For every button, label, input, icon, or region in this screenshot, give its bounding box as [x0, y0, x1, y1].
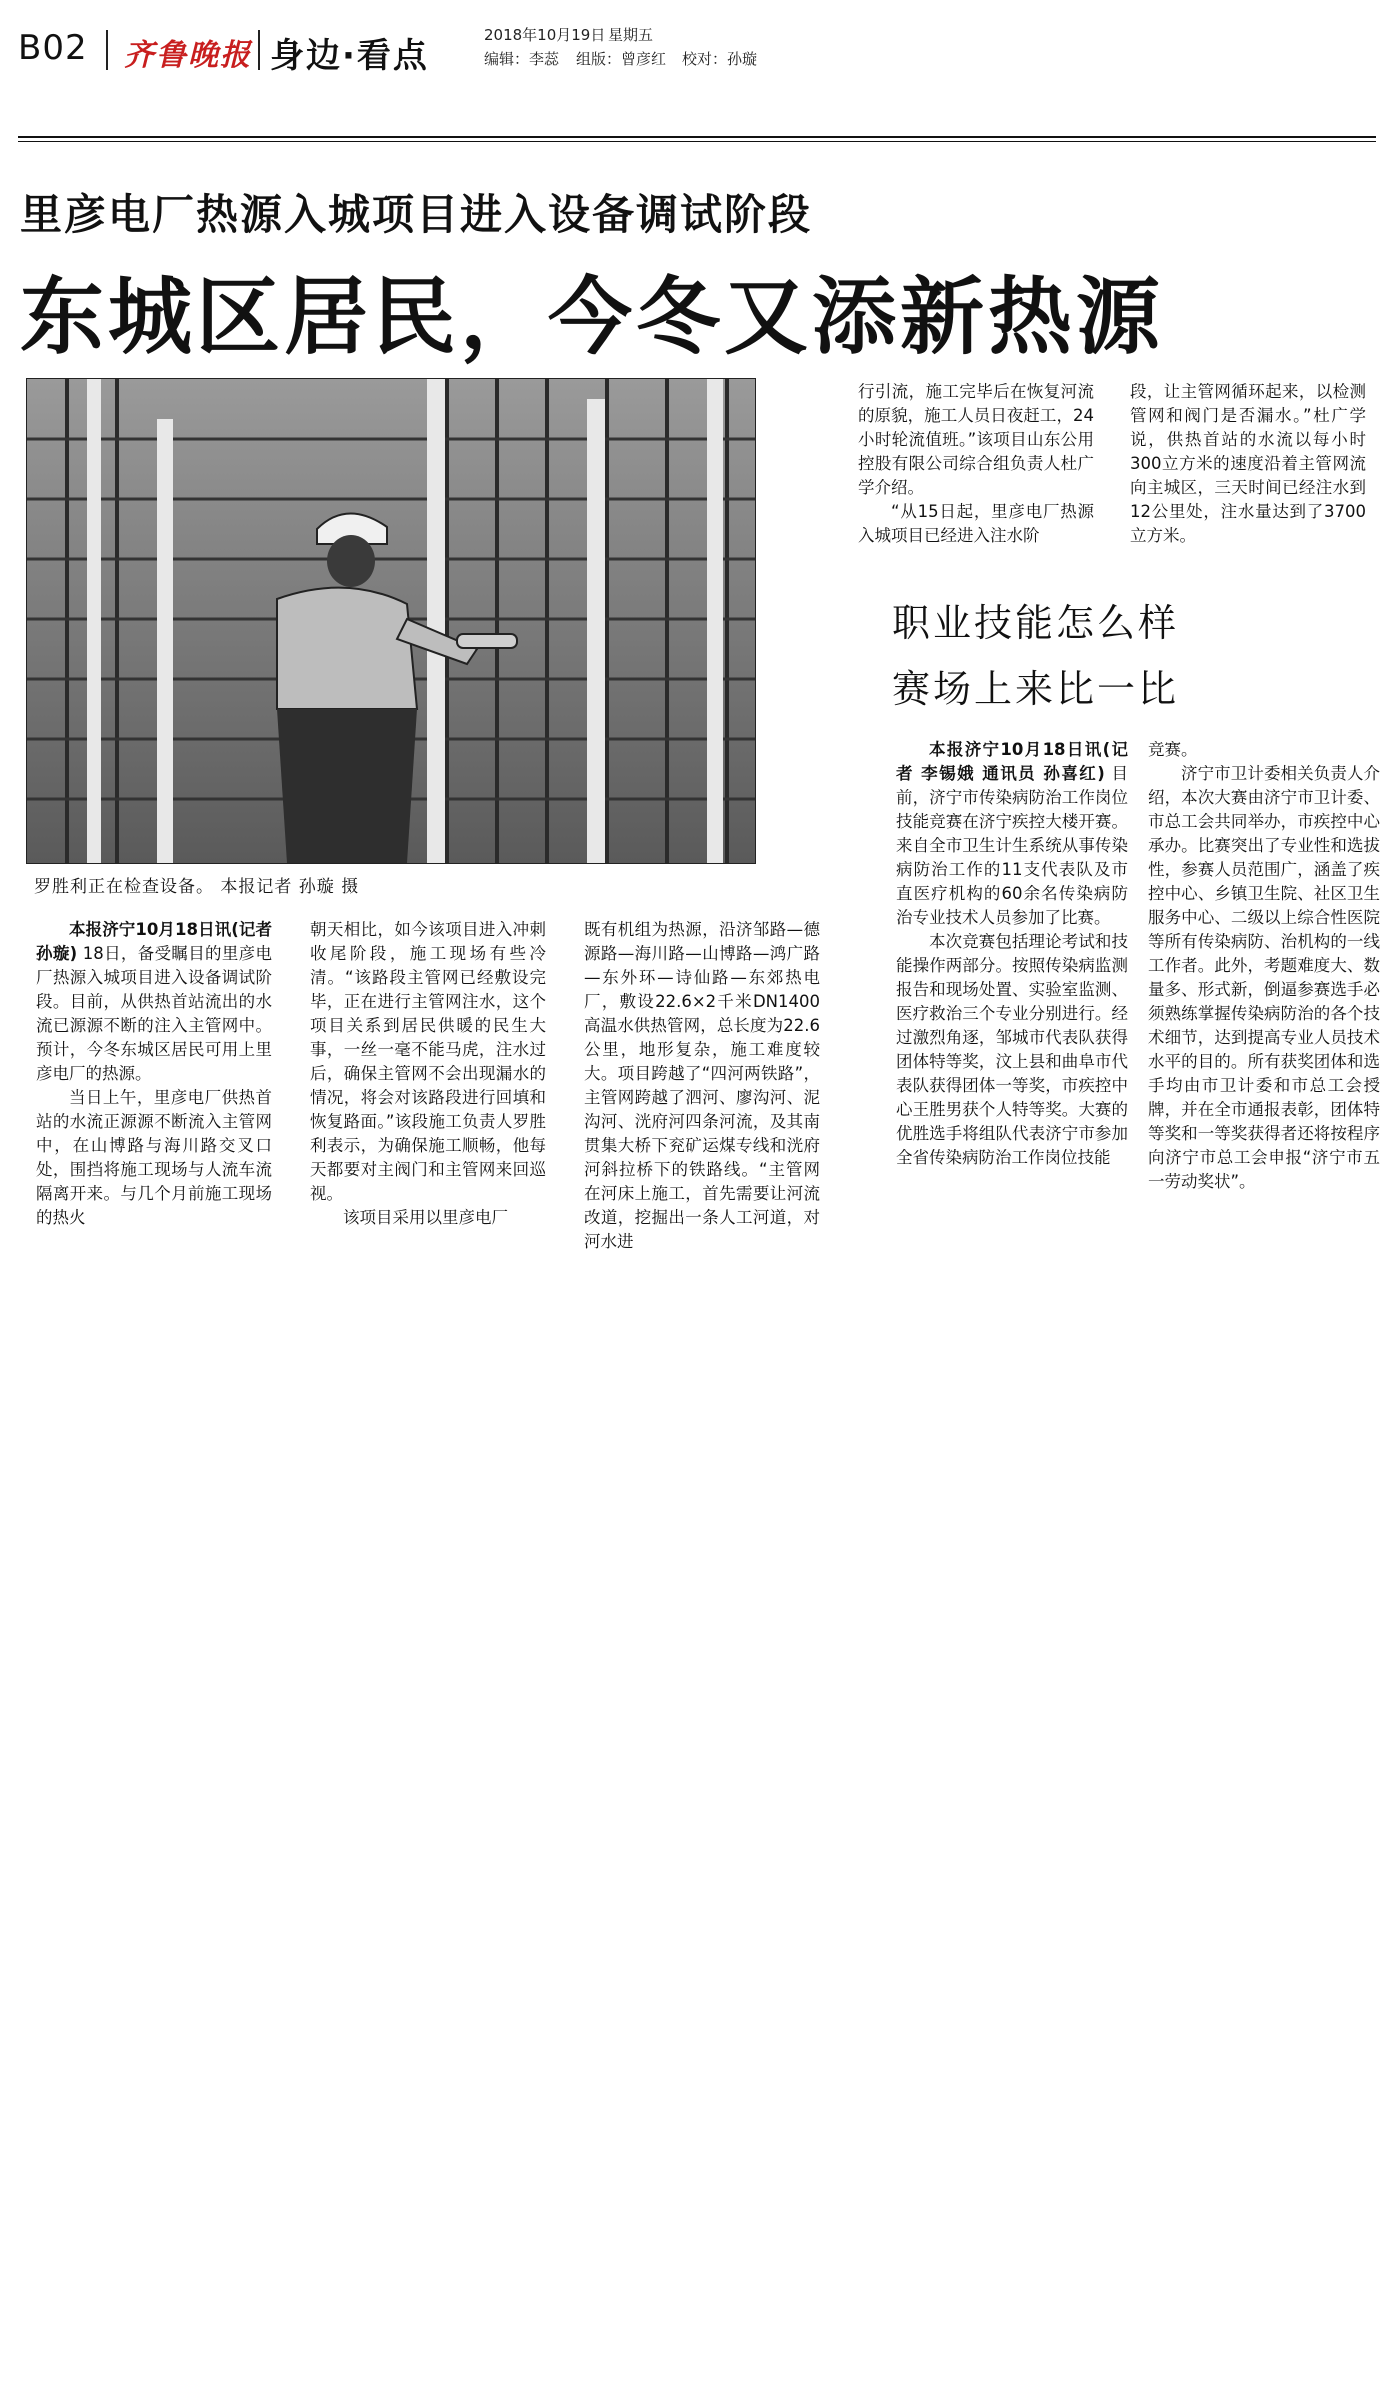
article1-column-1 [36, 918, 272, 1230]
article1-column-3 [584, 918, 820, 1254]
article1-paragraph: “从15日起，里彦电厂热源入城项目已经进入注水阶 [858, 502, 1094, 545]
article2-headline [892, 590, 1252, 722]
article2-paragraph: 本次竞赛包括理论考试和技能操作两部分。按照传染病监测报告和现场处置、实验室监测、医疗救治三个专业分别进行。经过激烈角逐，邹城市代表队获得团体特等奖，汶上县和曲阜市代表队获得团体一等奖，市疾控中心王胜男获个人特等奖。大赛的优胜选手将组队代表济宁市参加全省传染病防治工作岗位技能 [896, 932, 1128, 1167]
layout-credit: 组版：曾彦红 [576, 50, 667, 68]
proofreader-credit: 校对：孙璇 [682, 50, 758, 68]
article2-headline-line1: 职业技能怎么样 [892, 601, 1180, 645]
section-title: 身边·看点 [270, 36, 429, 76]
news-photo [26, 378, 756, 864]
article2-column-2 [1148, 738, 1380, 1194]
page-number: B02 [18, 28, 88, 68]
article-kicker: 里彦电厂热源入城项目进入设备调试阶段 [20, 190, 813, 239]
article2-column-1 [896, 738, 1128, 1170]
issue-date: 2018年10月19日 [484, 26, 606, 44]
article1-column-4 [858, 380, 1094, 548]
masthead-divider [106, 30, 108, 70]
article1-byline: 本报济宁10月18日讯(记者 孙璇) [36, 920, 272, 963]
issue-weekday: 星期五 [608, 26, 654, 44]
article1-paragraph: 当日上午，里彦电厂供热首站的水流正源源不断流入主管网中，在山博路与海川路交叉口处，围挡将施工现场与人流车流隔离开来。与几个月前施工现场的热火 [36, 1088, 272, 1227]
masthead-rule-thin [18, 141, 1376, 142]
article1-paragraph: 行引流，施工完毕后在恢复河流的原貌，施工人员日夜赶工，24小时轮流值班。”该项目山东公用控股有限公司综合组负责人杜广学介绍。 [858, 382, 1094, 497]
photo-caption: 罗胜利正在检查设备。 本报记者 孙璇 摄 [34, 877, 360, 897]
masthead-divider [258, 30, 260, 70]
article1-column-5 [1130, 380, 1366, 548]
article1-paragraph: 段，让主管网循环起来，以检测管网和阀门是否漏水。”杜广学说，供热首站的水流以每小时300立方米的速度沿着主管网流向主城区，三天时间已经注水到12公里处，注水量达到了3700立方米。 [1130, 382, 1366, 545]
article1-paragraph: 朝天相比，如今该项目进入冲刺收尾阶段，施工现场有些冷清。“该路段主管网已经敷设完毕，正在进行主管网注水，这个项目关系到居民供暖的民生大事，一丝一毫不能马虎，注水过后，确保主管网不会出现漏水的情况，将会对该路段进行回填和恢复路面。”该段施工负责人罗胜利表示，为确保施工顺畅，他每天都要对主阀门和主管网来回巡视。 [310, 920, 546, 1203]
article2-paragraph: 目前，济宁市传染病防治工作岗位技能竞赛在济宁疾控大楼开赛。来自全市卫生计生系统从事传染病防治工作的11支代表队及市直医疗机构的60余名传染病防治专业技术人员参加了比赛。 [896, 764, 1128, 927]
masthead-rule [18, 136, 1376, 138]
article1-column-2 [310, 918, 546, 1230]
paper-logo: 齐鲁晚报 [124, 38, 252, 73]
editor-credit: 编辑：李蕊 [484, 50, 560, 68]
article-headline: 东城区居民，今冬又添新热源 [20, 268, 1165, 366]
construction-photo-illustration [27, 379, 755, 863]
article1-paragraph: 该项目采用以里彦电厂 [343, 1208, 508, 1227]
article1-paragraph: 18日，备受瞩目的里彦电厂热源入城项目进入设备调试阶段。目前，从供热首站流出的水流已源源不断的注入主管网中。预计，今冬东城区居民可用上里彦电厂的热源。 [36, 944, 273, 1083]
article2-paragraph: 竞赛。 [1148, 740, 1198, 759]
article2-headline-line2: 赛场上来比一比 [892, 667, 1180, 711]
article2-paragraph: 济宁市卫计委相关负责人介绍，本次大赛由济宁市卫计委、市总工会共同举办，市疾控中心承办。比赛突出了专业性和选拔性，参赛人员范围广，涵盖了疾控中心、乡镇卫生院、社区卫生服务中心、二级以上综合性医院等所有传染病防、治机构的一线工作者。此外，考题难度大、数量多、形式新，倒逼参赛选手必须熟练掌握传染病防治的各个技术细节，达到提高专业人员技术水平的目的。所有获奖团体和选手均由市卫计委和市总工会授牌，并在全市通报表彰，团体特等奖和一等奖获得者还将按程序向济宁市总工会申报“济宁市五一劳动奖状”。 [1148, 764, 1380, 1191]
article2-byline: 本报济宁10月18日讯(记者 李锡娥 通讯员 孙喜红) [896, 740, 1128, 783]
article1-paragraph: 既有机组为热源，沿济邹路—德源路—海川路—山博路—鸿广路—东外环—诗仙路—东郊热电厂，敷设22.6×2千米DN1400高温水供热管网，总长度为22.6公里，地形复杂，施工难度较大。项目跨越了“四河两铁路”，主管网跨越了泗河、廖沟河、泥沟河、洸府河四条河流，及其南贯集大桥下兖矿运煤专线和洸府河斜拉桥下的铁路线。“主管网在河床上施工，首先需要让河流改道，挖掘出一条人工河道，对河水进 [584, 920, 820, 1251]
